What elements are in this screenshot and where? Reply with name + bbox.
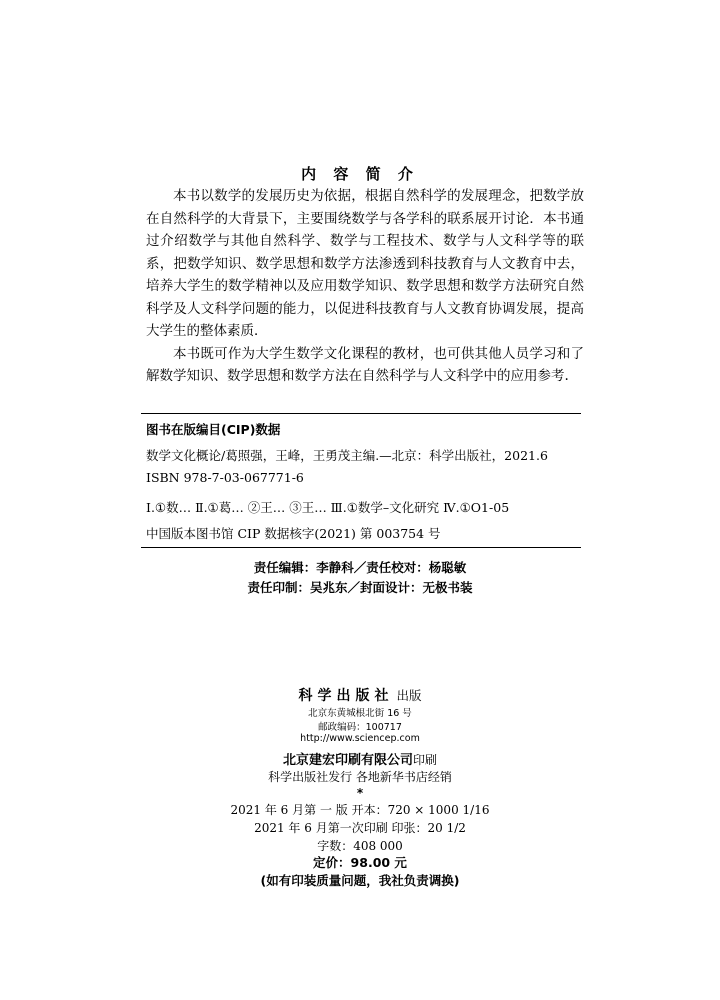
quality-notice: (如有印装质量问题，我社负责调换) [260, 873, 460, 888]
distribution-line: 科学出版社发行 各地新华书店经销 [268, 770, 452, 784]
cip-title-line: 数学文化概论/葛照强，王峰，王勇茂主编.—北京：科学出版社，2021.6 [146, 448, 548, 463]
summary-paragraph: 本书既可作为大学生数学文化课程的教材，也可供其他人员学习和了解数学知识、数学思想和数学方法在自然科学与人文科学中的应用参考. [146, 345, 584, 384]
publisher-address: 北京东黄城根北街 16 号 [308, 708, 412, 719]
word-count: 字数：408 000 [317, 839, 403, 853]
publisher-postcode: 邮政编码：100717 [318, 722, 402, 733]
cip-library-number: 中国版本图书馆 CIP 数据核字(2021) 第 003754 号 [146, 526, 441, 541]
summary-heading: 内 容 简 介 [301, 165, 419, 183]
summary-body [146, 185, 584, 388]
publisher-line [0, 685, 720, 705]
staff-line-editors: 责任编辑：李静科／责任校对：杨聪敏 [253, 560, 467, 575]
publisher-website: http://www.sciencep.com [300, 733, 420, 744]
separator-star: * [356, 786, 364, 800]
cip-bottom-rule [141, 547, 581, 548]
cip-isbn: ISBN 978-7-03-067771-6 [146, 470, 304, 485]
printer-suffix: 印刷 [413, 753, 438, 767]
printer-line [0, 749, 720, 768]
printer-brand: 北京建宏印刷有限公司 [282, 753, 413, 768]
edition-line: 2021 年 6 月第 一 版 开本：720 × 1000 1/16 [230, 803, 490, 817]
publisher-suffix: 出版 [396, 688, 422, 703]
price: 定价：98.00 元 [313, 855, 407, 870]
cip-classification: Ⅰ.①数… Ⅱ.①葛… ②王… ③王… Ⅲ.①数学–文化研究 Ⅳ.①O1-05 [146, 500, 510, 515]
staff-line-production: 责任印制：吴兆东／封面设计：无极书装 [247, 580, 473, 595]
publisher-brand: 科学出版社 [298, 688, 394, 704]
cip-top-rule [141, 413, 581, 414]
summary-paragraph: 本书以数学的发展历史为依据，根据自然科学的发展理念，把数学放在自然科学的大背景下，主要围绕数学与各学科的联系展开讨论．本书通过介绍数学与其他自然科学、数学与工程技术、数学与人文科学等的联系，把数学知识、数学思想和数学方法渗透到科技教育与人文教育中去，培养大学生的数学精神以及应用数学知识、数学思想和数学方法研究自然科学及人文科学问题的能力，以促进科技教育与人文教育协调发展，提高大学生的整体素质． [146, 188, 584, 339]
printing-line: 2021 年 6 月第一次印刷 印张：20 1/2 [254, 821, 466, 835]
cip-heading: 图书在版编目(CIP)数据 [146, 422, 281, 437]
